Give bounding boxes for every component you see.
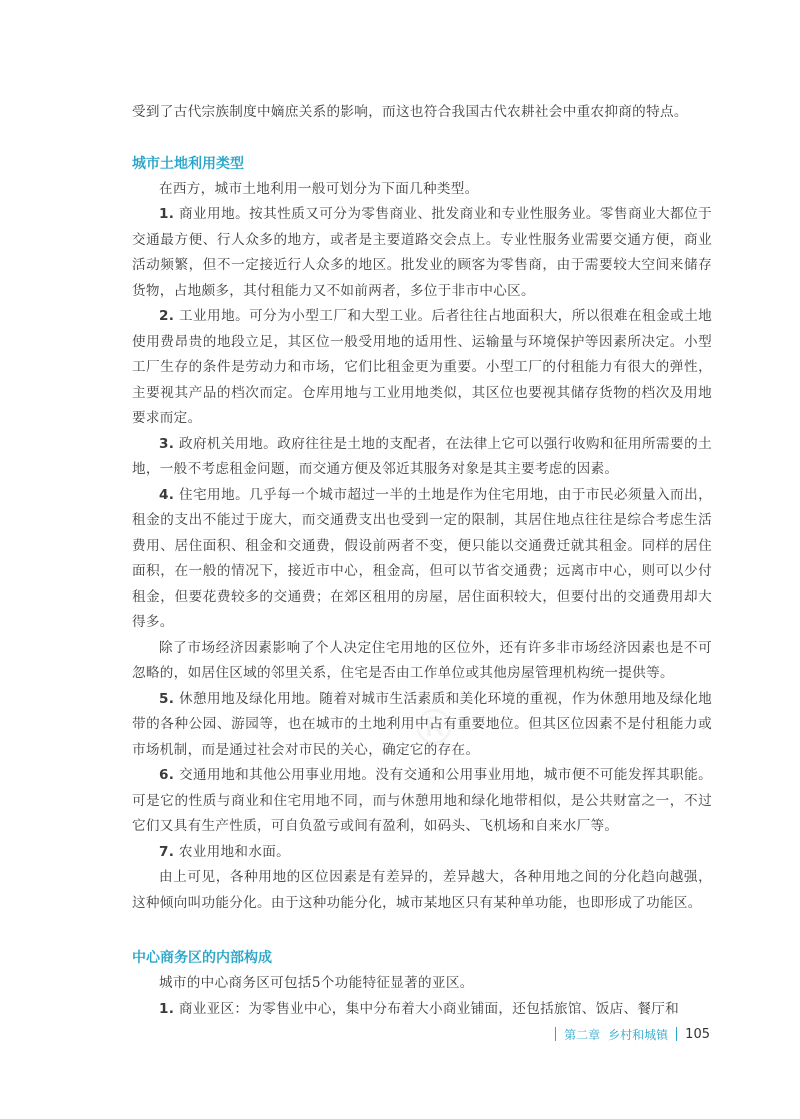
note-paragraph: 除了市场经济因素影响了个人决定住宅用地的区位外，还有许多非市场经济因素也是不可忽略的，如居住区域的邻里关系，住宅是否由工作单位或其他房屋管理机构统一提供等。	[132, 639, 712, 681]
watermark: ®	[408, 698, 460, 758]
list-item	[132, 997, 712, 1023]
section-lead: 城市的中心商务区可包括5个功能特征显著的亚区。	[159, 975, 474, 991]
item-text: 商业用地。按其性质又可分为零售商业、批发商业和专业性服务业。零售商业大都位于交通最方便、行人众多的地方，或者是主要道路交会点上。专业性服务业需要交通方便，商业活动频繁，但不一定接近行人众多的地区。批发业的顾客为零售商，由于需要较大空间来储存货物，占地颇多，其付租能力又不如前两者，多位于非市中心区。	[132, 206, 712, 299]
item-text: 商业亚区：为零售业中心，集中分布着大小商业铺面，还包括旅馆、饭店、餐厅和	[178, 1000, 680, 1017]
item-number: 5.	[159, 690, 175, 707]
item-text: 政府机关用地。政府往往是土地的支配者，在法律上它可以强行收购和征用所需要的土地，一般不考虑租金问题，而交通方便及邻近其服务对象是其主要考虑的因素。	[132, 435, 712, 477]
section-heading-cbd: 中心商务区的内部构成	[132, 950, 272, 966]
footer-chapter-title: 乡村和城镇	[608, 1027, 669, 1042]
list-item	[132, 202, 712, 304]
list-item	[132, 687, 712, 764]
section-lead: 在西方，城市土地利用一般可划分为下面几种类型。	[159, 180, 479, 197]
item-text: 住宅用地。几乎每一个城市超过一半的土地是作为住宅用地，由于市民必须量入而出，租金的支出不能过于庞大，而交通费支出也受到一定的限制，其居住地点往往是综合考虑生活费用、居住面积、租金和交通费，假设前两者不变，便只能以交通费迁就其租金。同样的居住面积，在一般的情况下，接近市中心，租金高，但可以节省交通费；远离市中心，则可以少付租金，但要花费较多的交通费；在郊区租用的房屋，居住面积较大，但要付出的交通费用却大得多。	[132, 486, 712, 630]
footer-divider	[555, 1027, 556, 1041]
item-number: 6.	[159, 767, 175, 783]
item-text: 工业用地。可分为小型工厂和大型工业。后者往往占地面积大，所以很难在租金或土地使用费昂贵的地段立足，其区位一般受用地的适用性、运输量与环境保护等因素所决定。小型工厂生存的条件是劳动力和市场，它们比租金更为重要。小型工厂的付租能力有很大的弹性，主要视其产品的档次而定。仓库用地与工业用地类似，其区位也要视其储存货物的档次及用地要求而定。	[132, 308, 712, 426]
item-number: 1.	[159, 206, 175, 222]
list-item	[132, 840, 712, 866]
list-item	[132, 304, 712, 432]
section-heading-land-use: 城市土地利用类型	[132, 155, 244, 172]
item-text: 交通用地和其他公用事业用地。没有交通和公用事业用地，城市便不可能发挥其职能。可是它的性质与商业和住宅用地不同，而与休憩用地和绿化地带相似，是公共财富之一，不过它们又具有生产性质，可自负盈亏或间有盈利，如码头、飞机场和自来水厂等。	[132, 767, 712, 834]
page-footer	[540, 1023, 710, 1045]
list-item	[132, 432, 712, 483]
item-number: 2.	[159, 308, 175, 324]
item-text: 休憩用地及绿化用地。随着对城市生活素质和美化环境的重视，作为休憩用地及绿化地带的各种公园、游园等，也在城市的土地利用中占有重要地位。但其区位因素不是付租能力或市场机制，而是通过社会对市民的关心，确定它的存在。	[132, 690, 712, 758]
item-number: 4.	[159, 486, 175, 503]
footer-chapter: 第二章	[564, 1027, 601, 1042]
item-number: 3.	[159, 435, 175, 452]
item-number: 7.	[159, 843, 175, 860]
list-item	[132, 483, 712, 636]
list-item	[132, 763, 712, 840]
conclusion-paragraph: 由上可见，各种用地的区位因素是有差异的，差异越大，各种用地之间的分化趋向越强，这种倾向叫功能分化。由于这种功能分化，城市某地区只有某种单功能，也即形成了功能区。	[132, 869, 712, 911]
footer-divider	[676, 1027, 677, 1041]
item-text: 农业用地和水面。	[178, 843, 291, 860]
page-number: 105	[685, 1026, 710, 1042]
intro-paragraph: 受到了古代宗族制度中嫡庶关系的影响，而这也符合我国古代农耕社会中重农抑商的特点。	[132, 104, 688, 120]
page-content	[132, 100, 712, 1022]
item-number: 1.	[159, 1000, 175, 1017]
